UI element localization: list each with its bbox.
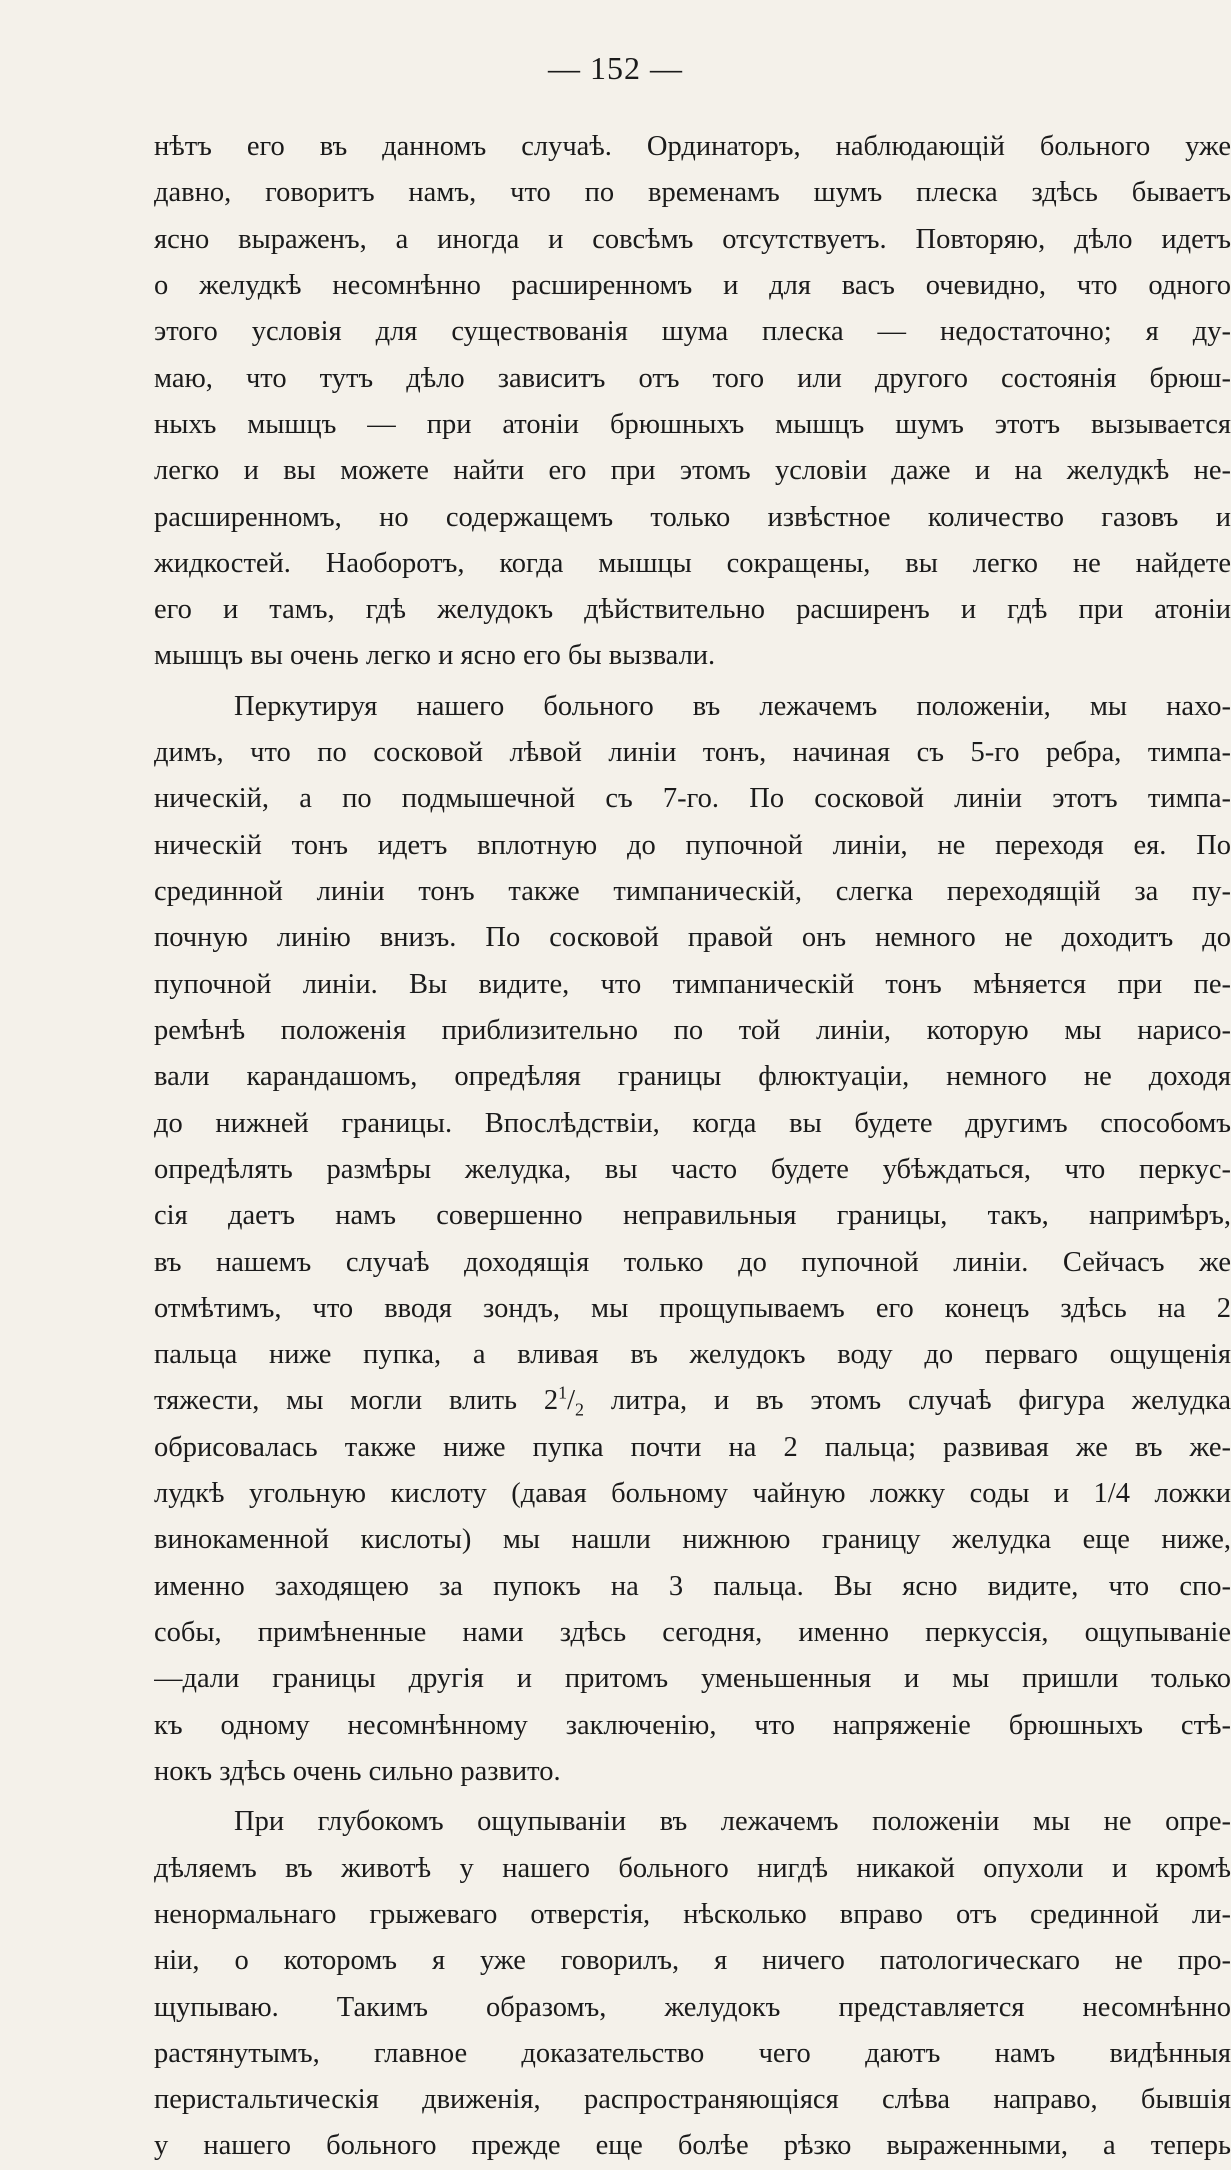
text-line: пупочной линіи. Вы видите, что тимпаническій тонъ мѣняется при пе- (154, 968, 1231, 1000)
fraction: 1/4 (1093, 1478, 1130, 1510)
text-line: ясно выраженъ, а иногда и совсѣмъ отсутствуетъ. Повторяю, дѣло идетъ (154, 223, 1231, 255)
paragraph-2 (154, 684, 1231, 1796)
text-line: до нижней границы. Впослѣдствіи, когда вы будете другимъ способомъ (154, 1107, 1231, 1139)
text-line: почную линію внизъ. По сосковой правой онъ немного не доходитъ до (154, 922, 1231, 954)
fraction-numerator: 1 (558, 1382, 568, 1403)
line-segment: тяжести, мы могли влить 2 (154, 1385, 559, 1417)
paragraph-3 (154, 1799, 1231, 2170)
text-line: ническій тонъ идетъ вплотную до пупочной линіи, не переходя ея. По (154, 829, 1231, 861)
text-line: о желудкѣ несомнѣнно расширенномъ и для васъ очевидно, что одного (154, 269, 1231, 301)
text-line: —дали границы другія и притомъ уменьшенныя и мы пришли только (154, 1663, 1231, 1695)
text-line: При глубокомъ ощупываніи въ лежачемъ положеніи мы не опре- (234, 1806, 1231, 1838)
text-line: отмѣтимъ, что вводя зондъ, мы прощупываемъ его конецъ здѣсь на 2 (154, 1292, 1231, 1324)
text-line: растянутымъ, главное доказательство чего даютъ намъ видѣнныя (154, 2037, 1231, 2069)
text-line: расширенномъ, но содержащемъ только извѣстное количество газовъ и (154, 501, 1231, 533)
text-line: ныхъ мышцъ — при атоніи брюшныхъ мышцъ шумъ этотъ вызывается (154, 408, 1231, 440)
text-line: ремѣнѣ положенія приблизительно по той линіи, которую мы нарисо- (154, 1014, 1231, 1046)
text-line: его и тамъ, гдѣ желудокъ дѣйствительно расширенъ и гдѣ при атоніи (154, 594, 1231, 626)
text-line: въ нашемъ случаѣ доходящія только до пупочной линіи. Сейчасъ же (154, 1246, 1231, 1278)
text-line: мышцъ вы очень легко и ясно его бы вызвали. (154, 640, 716, 672)
text-line: у нашего больного прежде еще болѣе рѣзко выраженными, а теперь (154, 2130, 1231, 2162)
text-line: давно, говоритъ намъ, что по временамъ шумъ плеска здѣсь бываетъ (154, 177, 1231, 209)
text-line: срединной линіи тонъ также тимпаническій, слегка переходящій за пу- (154, 876, 1231, 907)
text-line: винокаменной кислоты) мы нашли нижнюю границу желудка еще ниже, (154, 1524, 1231, 1556)
text-line: жидкостей. Наоборотъ, когда мышцы сокращены, вы легко не найдете (154, 547, 1231, 579)
text-line: ненормальнаго грыжеваго отверстія, нѣсколько вправо отъ срединной ли- (154, 1898, 1231, 1930)
paragraph-1 (154, 124, 1231, 680)
text-line-with-fraction: тяжести, мы могли влить $2^1/_2$ литра, и въ этомъ случаѣ фигура желудка (154, 1382, 1231, 1421)
fraction-denominator: 2 (575, 1400, 585, 1421)
text-line: этого условія для существованія шума плеска — недостаточно; я ду- (154, 316, 1231, 348)
line-segment: ложки (1129, 1478, 1231, 1510)
text-line: нѣтъ его въ данномъ случаѣ. Ординаторъ, наблюдающій больного уже (154, 131, 1231, 162)
text-line: щупываю. Такимъ образомъ, желудокъ представляется несомнѣнно (154, 1991, 1231, 2023)
text-line: собы, примѣненные нами здѣсь сегодня, именно перкуссія, ощупываніе (154, 1617, 1231, 1648)
text-line: дѣляемъ въ животѣ у нашего больного нигдѣ никакой опухоли и кромѣ (154, 1852, 1231, 1884)
text-line: ническій, а по подмышечной съ 7-го. По сосковой линіи этотъ тимпа- (154, 783, 1231, 815)
text-line: опредѣлять размѣры желудка, вы часто будете убѣждаться, что перкус- (154, 1153, 1231, 1185)
text-line: маю, что тутъ дѣло зависитъ отъ того или другого состоянія брюш- (154, 362, 1231, 394)
text-line: нокъ здѣсь очень сильно развито. (154, 1755, 561, 1787)
text-line: именно заходящею за пупокъ на 3 пальца. Вы ясно видите, что спо- (154, 1570, 1231, 1602)
body-text (154, 124, 1231, 2170)
text-line: вали карандашомъ, опредѣляя границы флюктуаціи, немного не доходя (154, 1061, 1231, 1093)
line-segment: лудкѣ угольную кислоту (давая больному чайную ложку соды и (154, 1478, 1094, 1510)
text-line-with-fraction (154, 1471, 1231, 1517)
text-line: димъ, что по сосковой лѣвой линіи тонъ, начиная съ 5-го ребра, тимпа- (154, 737, 1231, 769)
text-line: сія даетъ намъ совершенно неправильныя границы, такъ, напримѣръ, (154, 1200, 1231, 1232)
text-line: перистальтическія движенія, распространяющіяся слѣва направо, бывшія (154, 2084, 1231, 2116)
text-line: ніи, о которомъ я уже говорилъ, я ничего патологическаго не про- (154, 1945, 1231, 1977)
text-line: Перкутируя нашего больного въ лежачемъ положеніи, мы нахо- (234, 690, 1231, 722)
text-line: пальца ниже пупка, а вливая въ желудокъ воду до перваго ощущенія (154, 1339, 1231, 1371)
page-number: — 152 — (548, 50, 683, 86)
text-line: обрисовалась также ниже пупка почти на 2 пальца; развивая же въ же- (154, 1431, 1231, 1463)
line-segment: литра, и въ этомъ случаѣ фигура желудка (584, 1385, 1231, 1417)
text-line: къ одному несомнѣнному заключенію, что напряженіе брюшныхъ стѣ- (154, 1709, 1231, 1741)
text-line: легко и вы можете найти его при этомъ условіи даже и на желудкѣ не- (154, 455, 1231, 487)
